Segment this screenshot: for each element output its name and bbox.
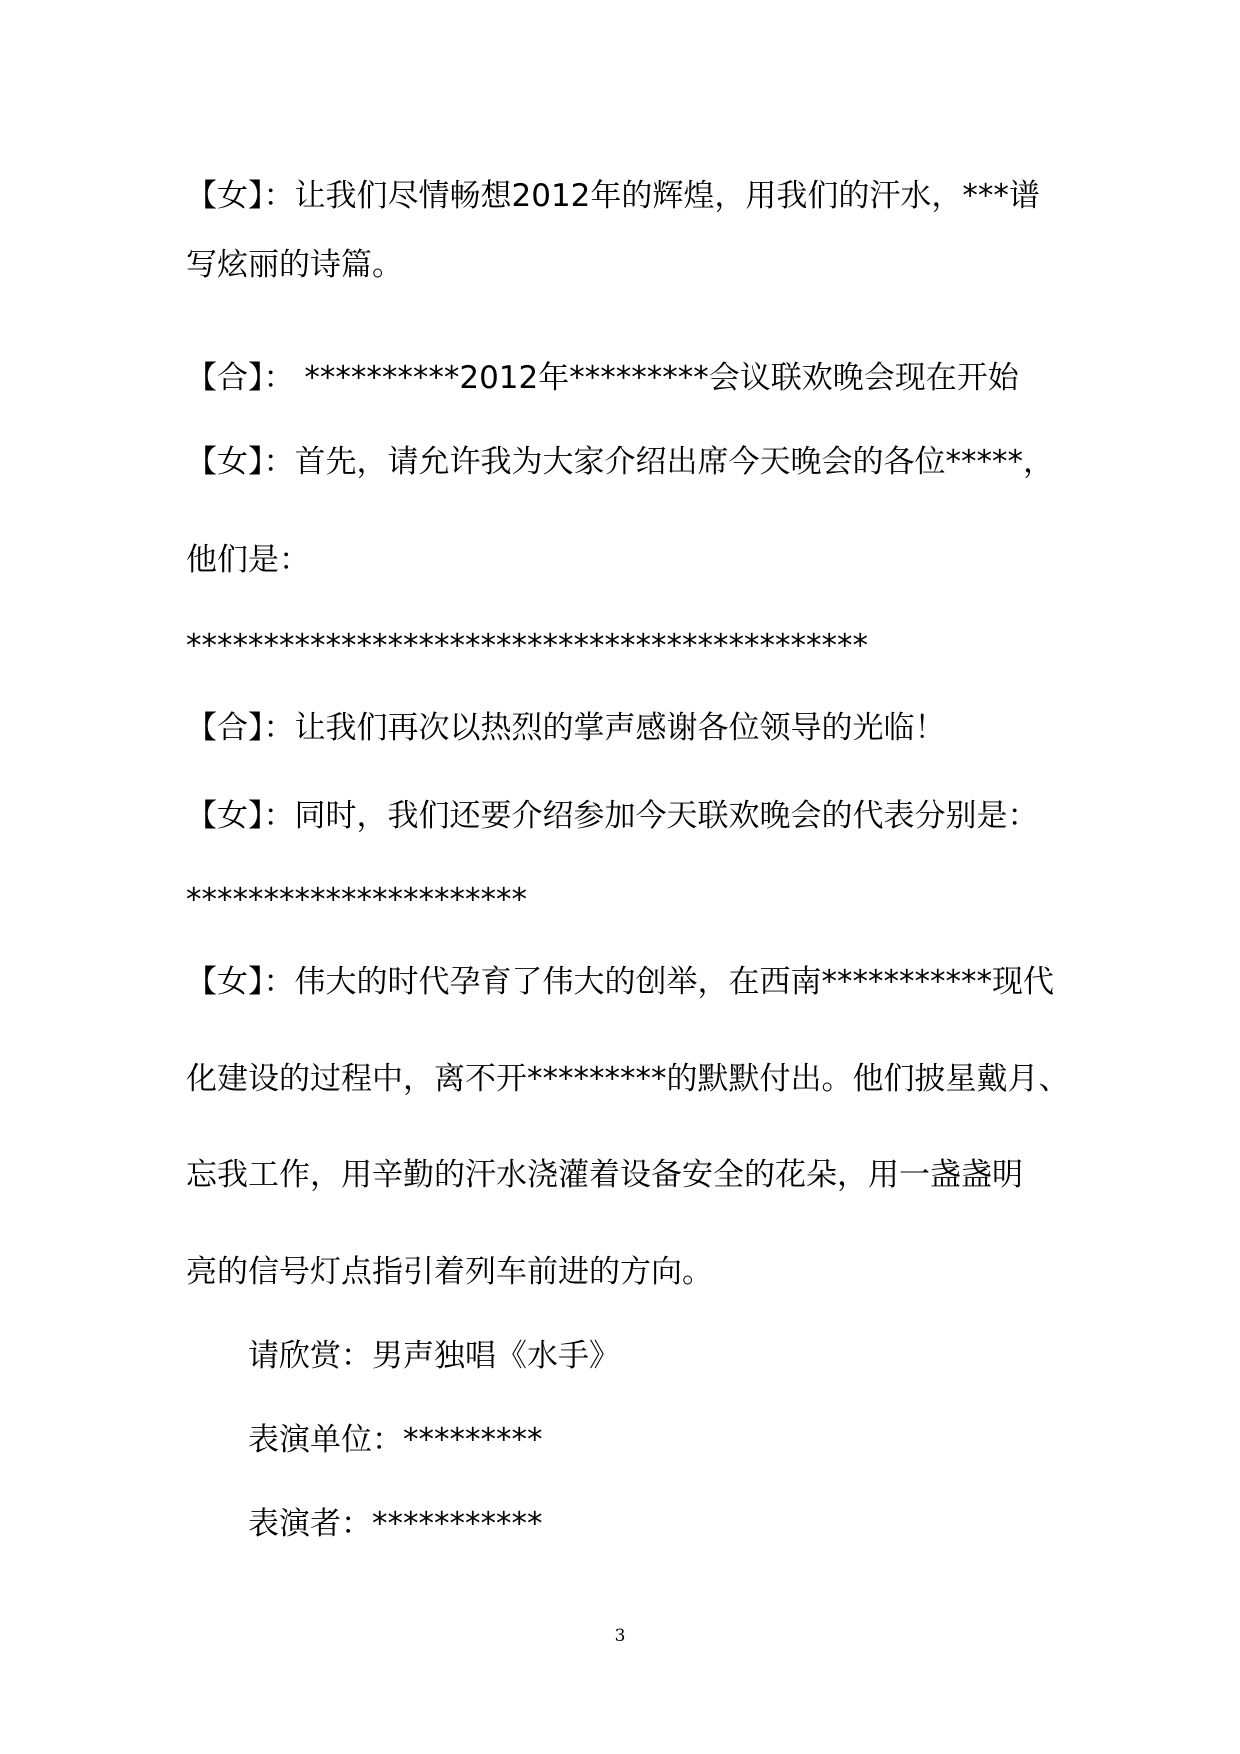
performing-unit: 表演单位：********* xyxy=(248,1422,543,1458)
dialogue-line: 【合】： **********2012年*********会议联欢晚会现在开始 xyxy=(186,360,1019,396)
dialogue-line: 【合】：让我们再次以热烈的掌声感谢各位领导的光临！ xyxy=(186,710,946,746)
program-title: 请欣赏：男声独唱《水手》 xyxy=(248,1338,620,1374)
dialogue-line: ******************************************** xyxy=(186,628,868,664)
dialogue-line: ********************** xyxy=(186,882,527,918)
performer: 表演者：*********** xyxy=(248,1506,543,1542)
dialogue-line: 【女】：让我们尽情畅想2012年的辉煌，用我们的汗水，***谱 xyxy=(186,178,1040,214)
dialogue-line: 写炫丽的诗篇。 xyxy=(186,247,403,283)
dialogue-line: 亮的信号灯点指引着列车前进的方向。 xyxy=(186,1254,713,1290)
page-number: 3 xyxy=(614,1626,626,1646)
dialogue-line: 【女】：同时，我们还要介绍参加今天联欢晚会的代表分别是： xyxy=(186,798,1039,834)
dialogue-line: 忘我工作，用辛勤的汗水浇灌着设备安全的花朵，用一盏盏明 xyxy=(186,1157,1023,1193)
dialogue-line: 【女】：首先，请允许我为大家介绍出席今天晚会的各位*****， xyxy=(186,444,1054,480)
dialogue-line: 【女】：伟大的时代孕育了伟大的创举，在西南***********现代 xyxy=(186,964,1054,1000)
dialogue-line: 化建设的过程中，离不开*********的默默付出。他们披星戴月、 xyxy=(186,1061,1070,1097)
dialogue-line: 他们是： xyxy=(186,542,310,578)
